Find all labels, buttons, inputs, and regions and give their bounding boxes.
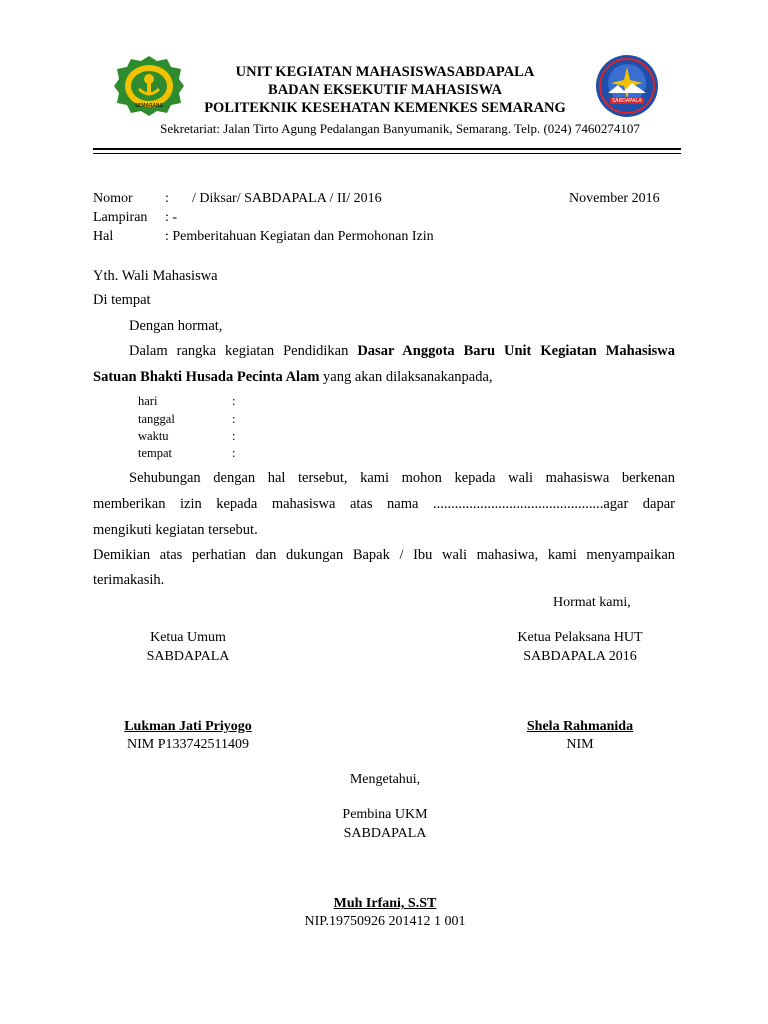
org-name-line1: UNIT KEGIATAN MAHASISWASABDAPALA [235, 64, 535, 80]
letterhead-divider-thick [93, 148, 681, 150]
left-logo-text: SEMARANG [135, 103, 164, 109]
left-signer-role2: SABDAPALA [146, 649, 230, 664]
detail-label-waktu: waktu [138, 429, 169, 443]
recipient-line1: Yth. Wali Mahasiswa [93, 268, 218, 284]
right-signer-role2: SABDAPALA 2016 [523, 649, 637, 664]
sabdapala-emblem-icon [594, 53, 660, 119]
paragraph1-line1 [129, 343, 675, 360]
advisor-name: Muh Irfani, S.ST [333, 896, 437, 911]
org-name-line3: POLITEKNIK KESEHATAN KEMENKES SEMARANG [204, 100, 566, 116]
paragraph1-bold-org: Satuan Bhakti Husada Pecinta Alam [93, 369, 320, 385]
hal-label: Hal [93, 229, 114, 244]
paragraph1-bold-activity: Dasar Anggota Baru Unit Kegiatan Mahasiswa [357, 343, 675, 359]
paragraph2-line3: mengikuti kegiatan tersebut. [93, 522, 258, 538]
right-logo [594, 53, 660, 119]
lampiran-label: Lampiran [93, 210, 148, 225]
closing-salutation: Hormat kami, [553, 595, 631, 610]
detail-label-hari: hari [138, 394, 158, 408]
advisor-role1: Pembina UKM [342, 807, 428, 822]
paragraph1-tail: yang akan dilaksanakanpada, [323, 369, 493, 385]
left-logo [113, 55, 185, 117]
letterhead-divider-thin [93, 153, 681, 154]
right-signer-id: NIM [566, 737, 594, 752]
detail-label-tempat: tempat [138, 446, 173, 460]
detail-label-tanggal: tanggal [138, 412, 175, 426]
advisor-role2: SABDAPALA [343, 826, 427, 841]
nomor-separator: : [165, 191, 169, 206]
letter-date: November 2016 [569, 191, 660, 206]
hal-value: : Pemberitahuan Kegiatan dan Permohonan Izin [165, 229, 434, 244]
nomor-value: / Diksar/ SABDAPALA / II/ 2016 [192, 191, 382, 206]
left-signer-name: Lukman Jati Priyogo [124, 719, 252, 734]
paragraph3-line2: terimakasih. [93, 572, 165, 588]
nomor-label: Nomor [93, 191, 133, 206]
greeting: Dengan hormat, [129, 318, 223, 334]
right-signer-role1: Ketua Pelaksana HUT [517, 630, 643, 645]
acknowledge-label: Mengetahui, [349, 772, 421, 787]
paragraph2-line2: memberikan izin kepada mahasiswa atas nama ...............................................agar dapar [93, 496, 675, 512]
left-signer-id: NIM P133742511409 [127, 737, 249, 752]
detail-sep-tanggal: : [232, 412, 236, 426]
paragraph3-line1: Demikian atas perhatian dan dukungan Bapak / Ibu wali mahasiwa, kami menyampaikan [93, 547, 675, 563]
secretariat-address: Sekretariat: Jalan Tirto Agung Pedalangan Banyumanik, Semarang. Telp. (024) 7460274107 [160, 121, 640, 136]
lampiran-value: : - [165, 210, 178, 225]
advisor-id: NIP.19750926 201412 1 001 [304, 914, 466, 929]
recipient-line2: Di tempat [93, 292, 151, 308]
detail-sep-waktu: : [232, 429, 236, 443]
right-logo-text: SABDAPALA [612, 98, 642, 104]
detail-sep-tempat: : [232, 446, 236, 460]
org-name-line2: BADAN EKSEKUTIF MAHASISWA [268, 82, 502, 98]
paragraph1-intro: Dalam rangka kegiatan Pendidikan [129, 343, 349, 359]
right-signer-name: Shela Rahmanida [526, 719, 634, 734]
left-signer-role1: Ketua Umum [150, 630, 226, 645]
paragraph1-line2 [93, 369, 493, 386]
paragraph2-line1: Sehubungan dengan hal tersebut, kami mohon kepada wali mahasiswa berkenan [129, 470, 675, 486]
detail-sep-hari: : [232, 394, 236, 408]
